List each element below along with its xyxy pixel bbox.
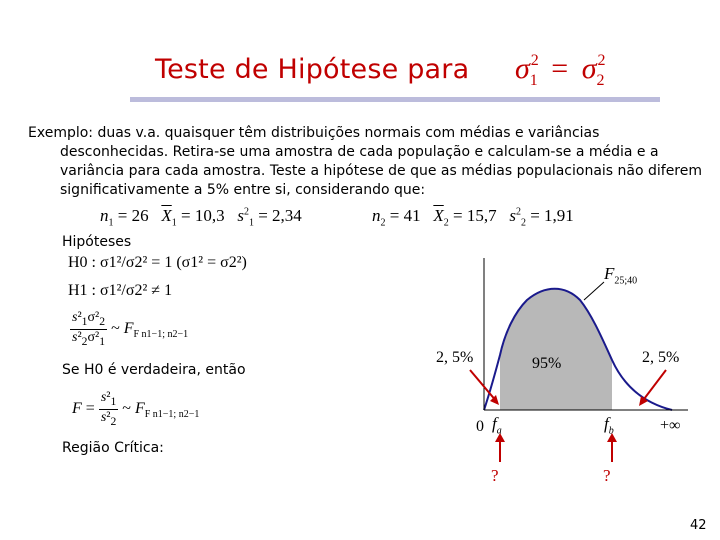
h0-formula: H0 : σ1²/σ2² = 1 (σ1² = σ2²) xyxy=(68,254,247,271)
zero-label: 0 xyxy=(476,418,484,435)
critical-region-label: Região Crítica: xyxy=(62,440,164,456)
right-tail-percent: 2, 5% xyxy=(642,349,680,366)
example-paragraph: Exemplo: duas v.a. quaisquer têm distribuições normais com médias e variâncias desconhecidas. Retira-se uma amostra de cada população e calculam-se a média e a variância para cada amostra. Teste a hipótese de que as médias populacionais não diferem significativamente a 5% entre si, considerando que: xyxy=(28,125,703,198)
center-percent: 95% xyxy=(532,355,562,372)
fb-question-mark: ? xyxy=(603,466,611,485)
fa-question-mark: ? xyxy=(491,466,499,485)
dist-label-arrow xyxy=(584,282,604,300)
test-statistic-formula: $\frac{s^2_1\sigma^2_2}{s^2_2\sigma^2_1}$ ~ $F_{F n1-1; n2-1}$ xyxy=(72,310,189,348)
fa-label: $f_a$ xyxy=(492,414,502,437)
left-tail-percent: 2, 5% xyxy=(436,349,474,366)
page-number: 42 xyxy=(690,518,707,533)
f-statistic-formula: F = $\frac{s^2_1}{s^2_2}$ ~ $F_{F n1-1; n2-1}$ xyxy=(72,390,200,428)
slide-title: Teste de Hipótese para xyxy=(155,54,470,85)
right-tail-arrow xyxy=(641,370,666,403)
sample1-data: $n_1 = 26$ $\overline{X}_1 = 10,3$ $s^2_1 = 2,34$ xyxy=(100,206,302,229)
h1-formula: H1 : σ1²/σ2² ≠ 1 xyxy=(68,282,173,299)
infinity-label: +∞ xyxy=(660,417,681,434)
dist-label: $F_{25;40}$ xyxy=(604,264,638,287)
sample2-data: $n_2 = 41$ $\overline{X}_2 = 15,7$ $s^2_2 = 1,91$ xyxy=(372,206,574,229)
hypotheses-label: Hipóteses xyxy=(62,234,132,250)
if-h0-label: Se H0 é verdadeira, então xyxy=(62,362,246,378)
acceptance-region xyxy=(500,289,612,410)
title-formula: $\sigma^2_1 = \sigma^2_2$ xyxy=(515,52,606,89)
fb-label: $f_b$ xyxy=(604,414,614,437)
